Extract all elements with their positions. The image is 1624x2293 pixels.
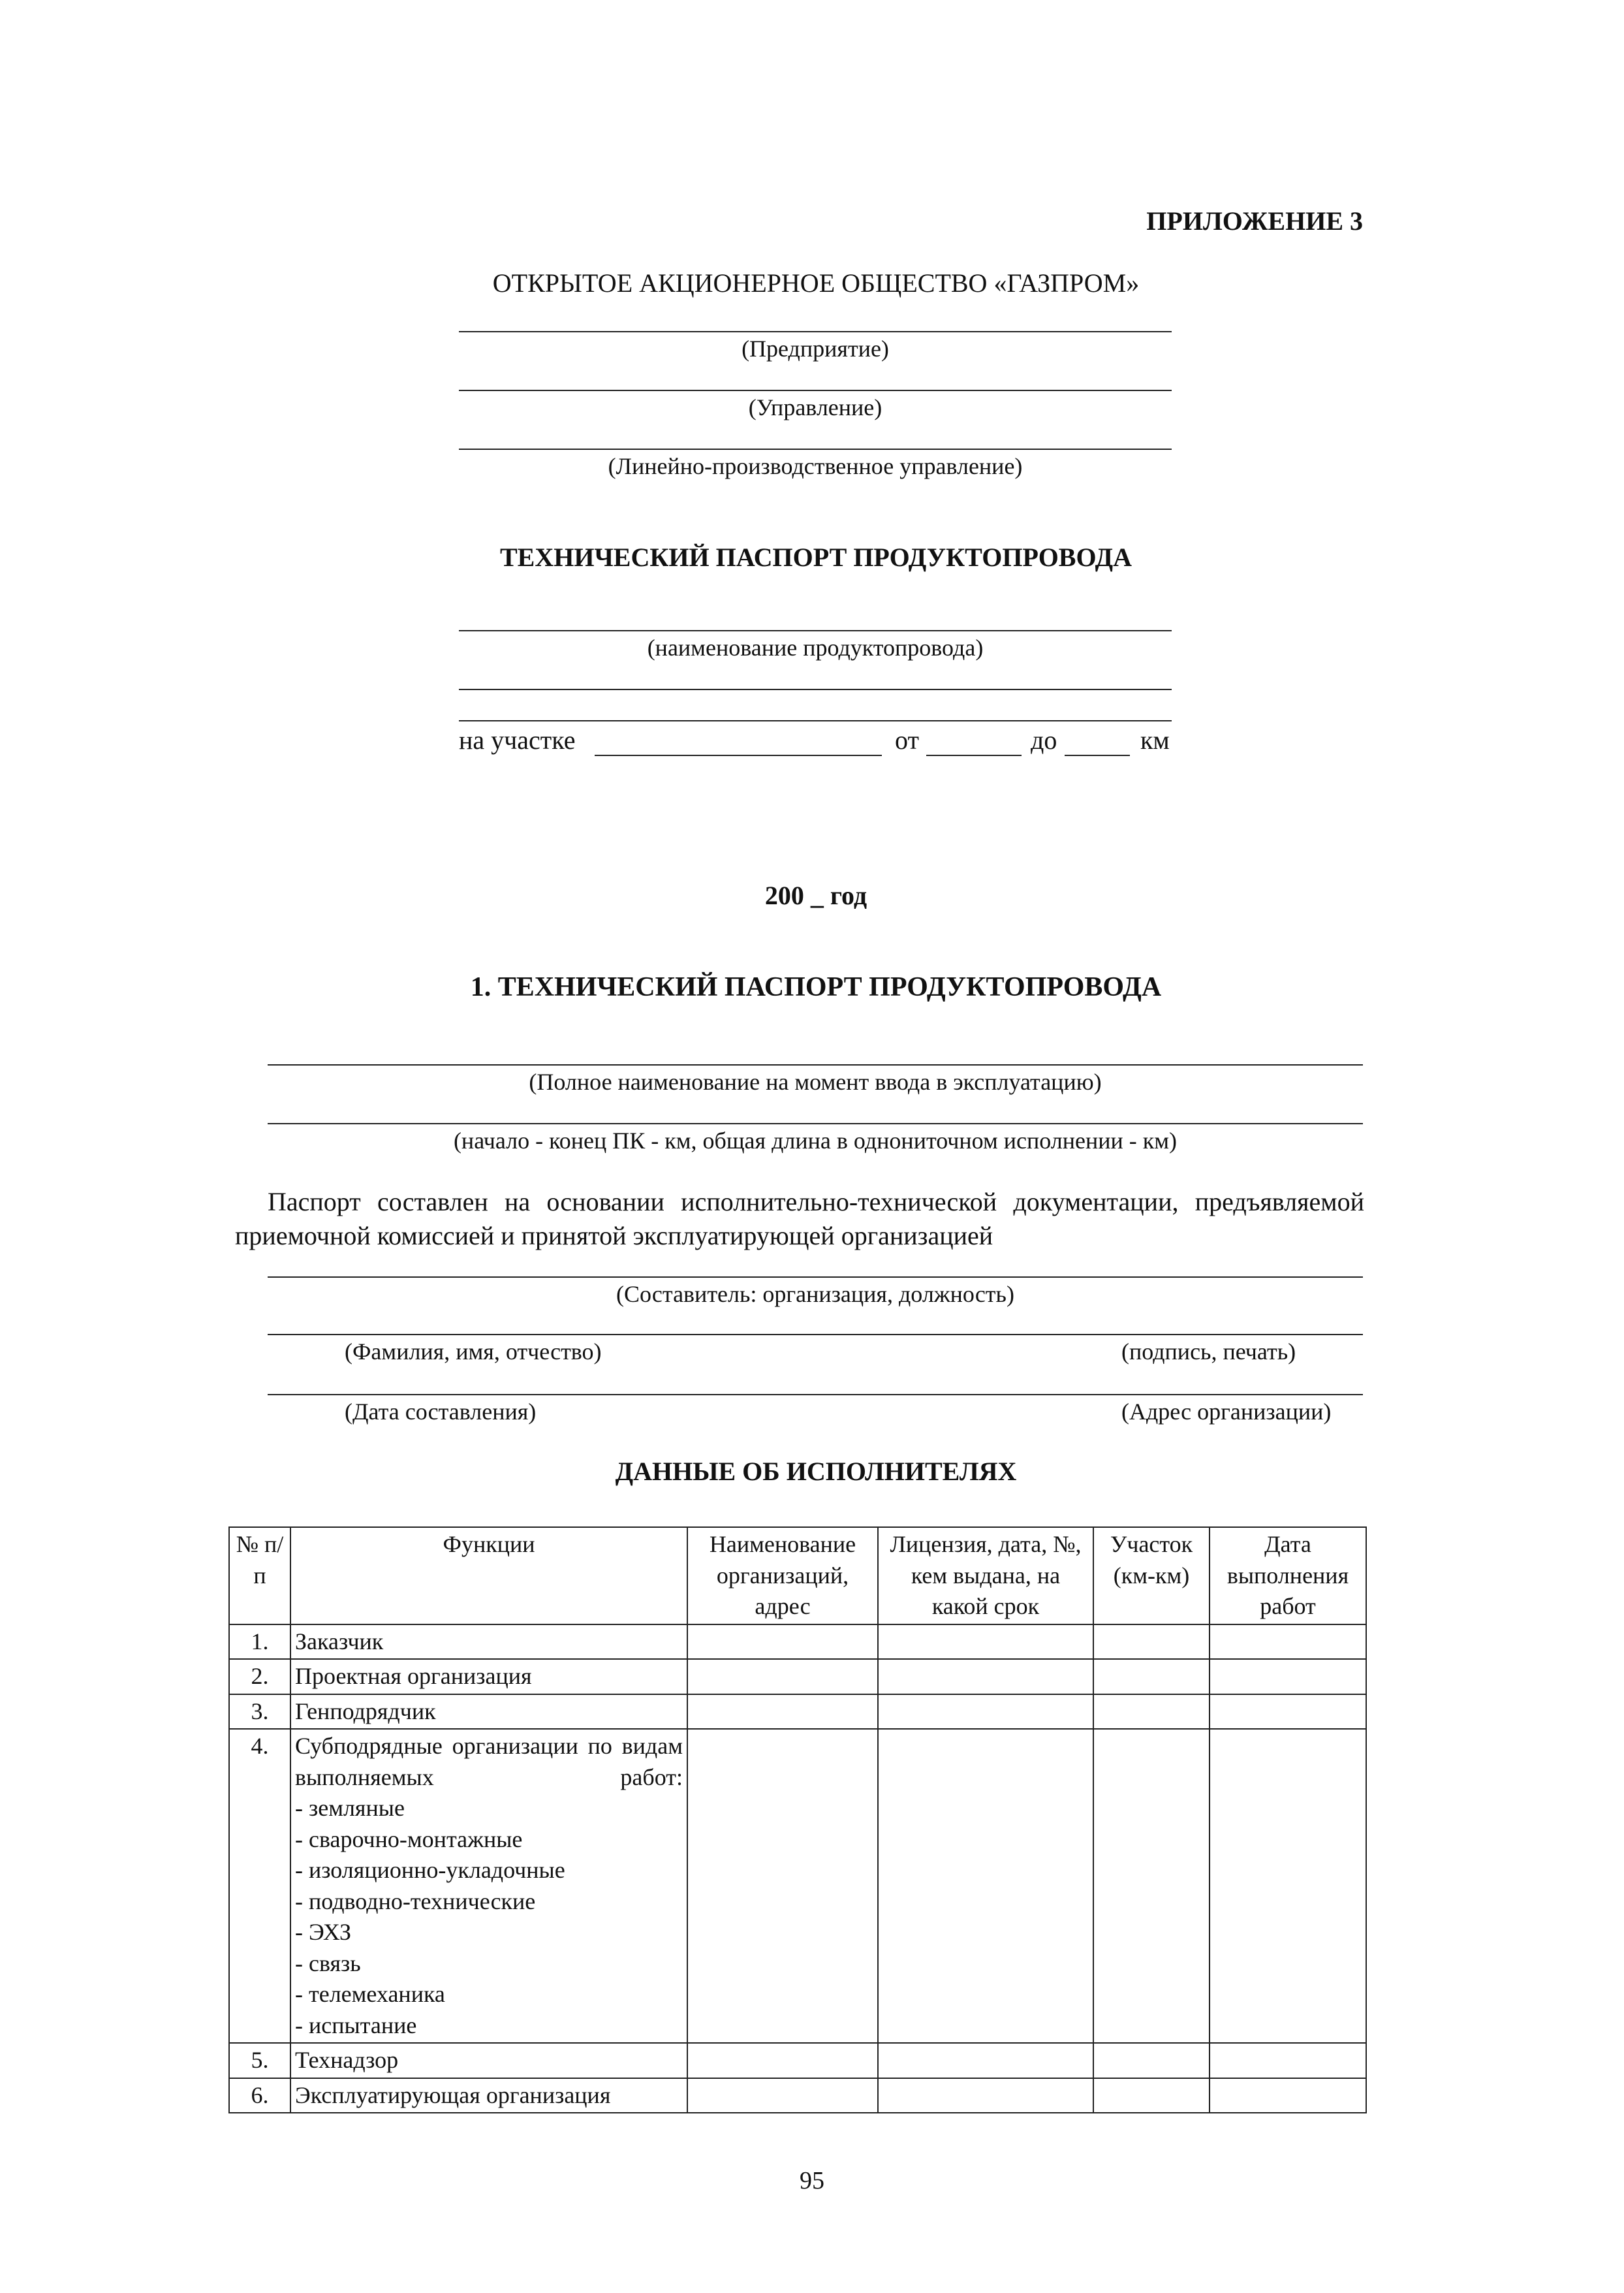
- pipeline-name-line-3[interactable]: [459, 720, 1172, 721]
- lpu-line[interactable]: [459, 449, 1172, 450]
- row-number: 4.: [229, 1729, 290, 2043]
- enterprise-line[interactable]: [459, 331, 1172, 332]
- section-name-line[interactable]: [595, 755, 882, 756]
- row-function-subcontractors: [290, 1729, 687, 2043]
- length-line[interactable]: [268, 1123, 1363, 1124]
- administration-caption: (Управление): [748, 394, 882, 420]
- table-title: ДАННЫЕ ОБ ИСПОЛНИТЕЛЯХ: [615, 1457, 1017, 1486]
- lpu-caption: (Линейно-производственное управление): [608, 453, 1023, 479]
- row-number: 1.: [229, 1624, 290, 1660]
- to-km-line[interactable]: [1065, 755, 1130, 756]
- fio-line[interactable]: [268, 1334, 1363, 1335]
- work-type-item: - связь: [295, 1950, 361, 1976]
- subcontractors-heading: Субподрядные организации по видам выполняемых работ:: [295, 1733, 683, 1790]
- cell-section[interactable]: [1093, 1624, 1210, 1660]
- company-name: ОТКРЫТОЕ АКЦИОНЕРНОЕ ОБЩЕСТВО «ГАЗПРОМ»: [492, 268, 1140, 298]
- cell-license[interactable]: [878, 1729, 1093, 2043]
- pipeline-name-line[interactable]: [459, 630, 1172, 631]
- work-type-item: - изоляционно-укладочные: [295, 1857, 565, 1884]
- length-caption: (начало - конец ПК - км, общая длина в однониточном исполнении - км): [453, 1128, 1178, 1154]
- section1-title: 1. ТЕХНИЧЕСКИЙ ПАСПОРТ ПРОДУКТОПРОВОДА: [470, 972, 1162, 1002]
- cell-organization[interactable]: [687, 1729, 878, 2043]
- table-row: [229, 1659, 1366, 1694]
- performers-table: [228, 1526, 1367, 2113]
- basis-paragraph: [235, 1185, 1364, 1253]
- table-row: [229, 1694, 1366, 1730]
- header-num: № п/п: [229, 1527, 290, 1624]
- cell-date[interactable]: [1210, 1624, 1366, 1660]
- cell-license[interactable]: [878, 1694, 1093, 1730]
- cell-date[interactable]: [1210, 1694, 1366, 1730]
- cell-date[interactable]: [1210, 2078, 1366, 2113]
- cell-section[interactable]: [1093, 1659, 1210, 1694]
- address-caption: (Адрес организации): [1121, 1399, 1332, 1425]
- cell-license[interactable]: [878, 1659, 1093, 1694]
- cell-date[interactable]: [1210, 1659, 1366, 1694]
- row-function: Технадзор: [290, 2043, 687, 2078]
- header-date: Дата выполнения работ: [1210, 1527, 1366, 1624]
- appendix-label: ПРИЛОЖЕНИЕ 3: [1146, 206, 1363, 236]
- enterprise-caption: (Предприятие): [742, 336, 889, 362]
- work-type-item: - телемеханика: [295, 1981, 445, 2008]
- header-organization: Наименование организаций, адрес: [687, 1527, 878, 1624]
- work-type-item: - испытание: [295, 2012, 417, 2038]
- cell-license[interactable]: [878, 1624, 1093, 1660]
- section-row: [459, 725, 1172, 759]
- year-label: 200 _ год: [764, 881, 867, 910]
- row-function: Эксплуатирующая организация: [290, 2078, 687, 2113]
- cell-date[interactable]: [1210, 1729, 1366, 2043]
- cell-organization[interactable]: [687, 1694, 878, 1730]
- cell-section[interactable]: [1093, 1694, 1210, 1730]
- full-name-line[interactable]: [268, 1064, 1363, 1066]
- table-header-row: [229, 1527, 1366, 1624]
- date-line[interactable]: [268, 1394, 1363, 1395]
- table-row: [229, 2078, 1366, 2113]
- row-number: 5.: [229, 2043, 290, 2078]
- date-caption: (Дата составления): [345, 1399, 537, 1425]
- cell-organization[interactable]: [687, 2043, 878, 2078]
- full-name-caption: (Полное наименование на момент ввода в эксплуатацию): [529, 1069, 1102, 1095]
- row-number: 2.: [229, 1659, 290, 1694]
- administration-line[interactable]: [459, 390, 1172, 391]
- work-type-item: - подводно-технические: [295, 1888, 536, 1914]
- row-number: 3.: [229, 1694, 290, 1730]
- cell-date[interactable]: [1210, 2043, 1366, 2078]
- pipeline-name-caption: (наименование продуктопровода): [647, 635, 984, 661]
- cell-section[interactable]: [1093, 2078, 1210, 2113]
- cell-organization[interactable]: [687, 1624, 878, 1660]
- compiler-line[interactable]: [268, 1276, 1363, 1278]
- work-type-item: - сварочно-монтажные: [295, 1826, 523, 1852]
- work-type-item: - земляные: [295, 1795, 405, 1822]
- basis-text-line-1: Паспорт составлен на основании исполнительно-технической документации, предъявляемой: [268, 1187, 1364, 1216]
- cell-section[interactable]: [1093, 1729, 1210, 2043]
- section-label: на участке: [459, 725, 576, 755]
- page-number: 95: [800, 2167, 824, 2194]
- cell-license[interactable]: [878, 2078, 1093, 2113]
- cell-organization[interactable]: [687, 2078, 878, 2113]
- passport-title: ТЕХНИЧЕСКИЙ ПАСПОРТ ПРОДУКТОПРОВОДА: [499, 543, 1132, 572]
- work-type-item: - ЭХЗ: [295, 1919, 352, 1946]
- header-section: Участок (км-км): [1093, 1527, 1210, 1624]
- header-license: Лицензия, дата, №, кем выдана, на какой срок: [878, 1527, 1093, 1624]
- table-row: [229, 2043, 1366, 2078]
- from-km-line[interactable]: [926, 755, 1022, 756]
- cell-organization[interactable]: [687, 1659, 878, 1694]
- table-row: [229, 1729, 1366, 2043]
- km-label: км: [1140, 725, 1170, 755]
- cell-section[interactable]: [1093, 2043, 1210, 2078]
- cell-license[interactable]: [878, 2043, 1093, 2078]
- compiler-caption: (Составитель: организация, должность): [616, 1281, 1014, 1307]
- to-label: до: [1031, 725, 1057, 755]
- pipeline-name-line-2[interactable]: [459, 689, 1172, 690]
- fio-caption: (Фамилия, имя, отчество): [345, 1338, 602, 1365]
- basis-text-line-2: приемочной комиссией и принятой эксплуатирующей организацией: [235, 1221, 993, 1250]
- row-number: 6.: [229, 2078, 290, 2113]
- row-function: Генподрядчик: [290, 1694, 687, 1730]
- table-row: [229, 1624, 1366, 1660]
- from-label: от: [895, 725, 919, 755]
- header-functions: Функции: [290, 1527, 687, 1624]
- signature-caption: (подпись, печать): [1121, 1338, 1296, 1365]
- row-function: Проектная организация: [290, 1659, 687, 1694]
- row-function: Заказчик: [290, 1624, 687, 1660]
